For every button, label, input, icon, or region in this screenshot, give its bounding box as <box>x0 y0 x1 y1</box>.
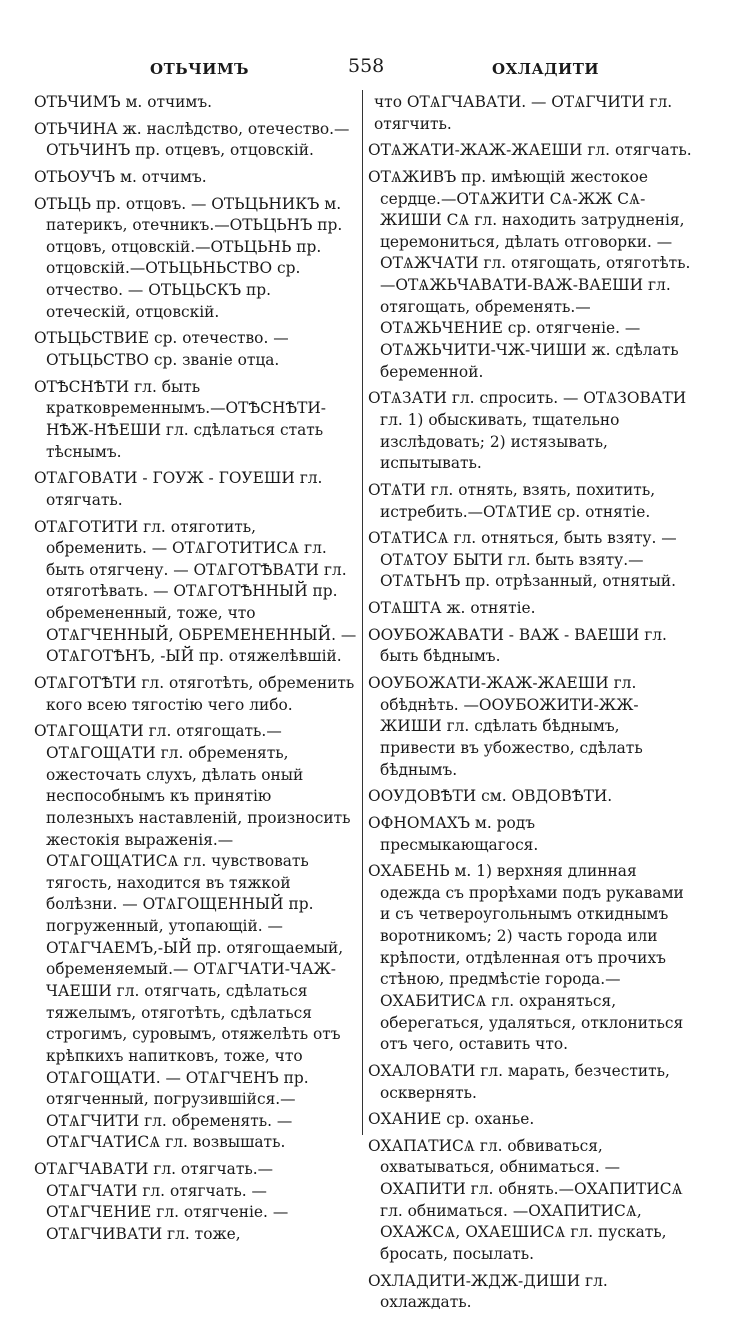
dictionary-entry: ОХАПАТИСѦ гл. обвиваться, охватываться, обниматься. — ОХАПИТИ гл. обнять.—ОХАПИТИСѦ гл. обниматься. —ОХАПИТИСѦ, ОХАЖСѦ, ОХАЕШИСѦ гл. пускать, бросать, посылать. <box>368 1136 683 1264</box>
dictionary-entry: ОТѦГОВАТИ - ГОУЖ - ГОУЕШИ гл. отягчать. <box>34 469 323 509</box>
dictionary-entry: ОФНОМАХЪ м. родъ пресмыкающагося. <box>368 813 539 854</box>
dictionary-entry: ОТЬЧИНА ж. наслѣдство, отечество.— ОТЬЧИНЪ пр. отцевъ, отцовскій. <box>34 119 350 160</box>
dictionary-entry: ОТѦЖИВЪ пр. имѣющій жестокое сердце.—ОТѦЖИТИ СѦ-ЖЖ СѦ-ЖИШИ СѦ гл. находить затрудненія, церемониться, дѣлать отговорки. — ОТѦЖЧАТИ гл. отягощать, отяготѣть.—ОТѦЖЬЧАВАТИ-ВАЖ-ВАЕШИ гл. отягощать, обременять.—ОТѦЖЬЧЕНИЕ ср. отягченіе. — ОТѦЖЬЧИТИ-ЧЖ-ЧИШИ ж. сдѣлать беременной. <box>368 167 691 381</box>
dictionary-entry: ОТѦГОЩАТИ гл. отягощать.—ОТѦГОЩАТИ гл. обременять, ожесточать слухъ, дѣлать оный неспособнымъ къ принятію полезныхъ наставленій, произносить жестокія выраженія.—ОТѦГОЩАТИСѦ гл. чувствовать тягость, находится въ тяжкой болѣзни. — ОТѦГОЩЕННЫЙ пр. погруженный, утопающій. — ОТѦГЧАЕМЪ,-ЫЙ пр. отягощаемый, обременяемый.— ОТѦГЧАТИ-ЧАЖ-ЧАЕШИ гл. отягчать, сдѣлаться тяжелымъ, отяготѣть, сдѣлаться строгимъ, суровымъ, отяжелѣть отъ крѣпкихъ напитковъ, тоже, что ОТѦГОЩАТИ. — ОТѦГЧЕНЪ пр. отягченный, погрузившійся.—ОТѦГЧИТИ гл. обременять. —ОТѦГЧАТИСѦ гл. возвышать. <box>34 722 351 1152</box>
right-running-head: ОХЛАДИТИ <box>492 60 600 78</box>
dictionary-entry: ОТѢСНѢТИ гл. быть кратковременнымъ.—ОТѢСНѢТИ-НѢЖ-НѢЕШИ гл. сдѣлаться стать тѣснымъ. <box>34 377 326 461</box>
dictionary-entry-continuation: что ОТѦГЧАВАТИ. — ОТѦГЧИТИ гл. отягчить. <box>374 93 673 133</box>
dictionary-entry: ОТѦГЧАВАТИ гл. отягчать.—ОТѦГЧАТИ гл. отягчать. — ОТѦГЧЕНИЕ гл. отягченіе. — ОТѦГЧИВАТИ гл. тоже, <box>34 1160 289 1244</box>
dictionary-entry: ОТѦШТА ж. отнятіе. <box>368 599 536 618</box>
dictionary-entry: ОТѦГОТИТИ гл. отяготить, обременить. — ОТѦГОТИТИСѦ гл. быть отягчену. — ОТѦГОТѢВАТИ гл. отяготѣвать. — ОТѦГОТѢННЫЙ пр. обремененный, тоже, что ОТѦГЧЕННЫЙ, ОБРЕМЕНЕННЫЙ. — ОТѦГОТѢНЪ, -ЫЙ пр. отяжелѣвшій. <box>34 517 357 666</box>
dictionary-entry: ОХАНИЕ ср. оханье. <box>368 1110 535 1129</box>
dictionary-entry: ОТѦЗАТИ гл. спросить. — ОТѦЗОВАТИ гл. 1) обыскивать, тщательно изслѣдовать; 2) истязывать, испытывать. <box>368 389 687 473</box>
dictionary-entry: ОТЬЦЬСТВИЕ ср. отечество. — ОТЬЦЬСТВО ср. званіе отца. <box>34 329 289 370</box>
dictionary-entry: ОХАБЕНЬ м. 1) верхняя длинная одежда съ прорѣхами подъ рукавами и съ четвероугольнымъ откиднымъ воротникомъ; 2) часть города или крѣпости, отдѣленная отъ прочихъ стѣною, предмѣстіе города.—ОХАБИТИСѦ гл. охраняться, оберегаться, удаляться, отклониться отъ чего, оставить что. <box>368 862 684 1054</box>
left-column <box>34 92 358 1251</box>
dictionary-entry: ОТѦГОТѢТИ гл. отяготѣть, обременить кого всею тягостію чего либо. <box>34 674 355 714</box>
left-running-head: ОТЬЧИМЪ <box>150 60 249 78</box>
right-column <box>368 92 698 1319</box>
dictionary-entry: ООУБОЖАВАТИ - ВАЖ - ВАЕШИ гл. быть бѣднымъ. <box>368 625 667 666</box>
column-divider <box>362 90 363 1135</box>
dictionary-entry: ОТЬЧИМЪ м. отчимъ. <box>34 93 213 111</box>
page-number: 558 <box>348 55 385 77</box>
dictionary-entry: ООУБОЖАТИ-ЖАЖ-ЖАЕШИ гл. обѣднѣть. —ООУБОЖИТИ-ЖЖ-ЖИШИ гл. сдѣлать бѣднымъ, привести въ убожество, сдѣлать бѣднымъ. <box>368 674 643 779</box>
dictionary-entry: ОХАЛОВАТИ гл. марать, безчестить, осквернять. <box>368 1061 670 1102</box>
dictionary-entry: ОТЬЦЬ пр. отцовъ. — ОТЬЦЬНИКЪ м. патерикъ, отечникъ.—ОТЬЦЬНЪ пр. отцовъ, отцовскій.—ОТЬЦЬНЬ пр. отцовскій.—ОТЬЦЬНЬСТВО ср. отчество. — ОТЬЦЬСКЪ пр. отеческій, отцовскій. <box>34 194 343 321</box>
page-header <box>0 52 735 82</box>
dictionary-entry: ОТѦТИ гл. отнять, взять, похитить, истребить.—ОТѦТИЕ ср. отнятіе. <box>368 480 656 521</box>
dictionary-entry: ООУДОВѢТИ см. ОВДОВѢТИ. <box>368 787 613 806</box>
dictionary-entry: ОТЬОУЧЪ м. отчимъ. <box>34 167 207 186</box>
dictionary-entry: ОХЛАДИТИ-ЖДЖ-ДИШИ гл. охлаждать. <box>368 1271 608 1312</box>
dictionary-entry: ОТѦЖАТИ-ЖАЖ-ЖАЕШИ гл. отягчать. <box>368 141 692 160</box>
dictionary-entry: ОТѦТИСѦ гл. отняться, быть взяту. — ОТѦТОУ БЫТИ гл. быть взяту.—ОТѦТЬНЪ пр. отрѣзанный, отнятый. <box>368 529 677 591</box>
